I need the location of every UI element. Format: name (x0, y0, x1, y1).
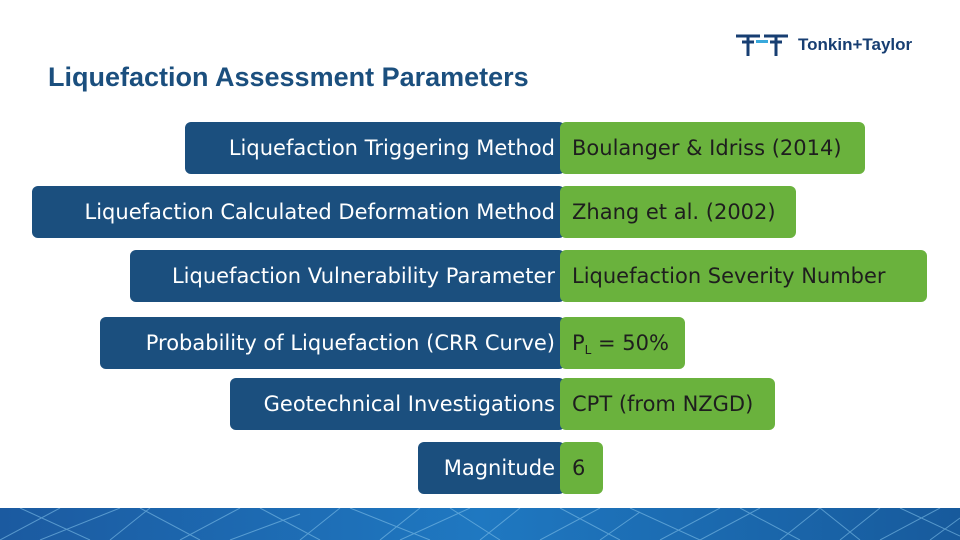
parameter-label: Geotechnical Investigations (230, 378, 565, 430)
value-text: = 50% (591, 331, 669, 355)
parameter-value: Liquefaction Severity Number (560, 250, 927, 302)
tt-logo-icon (734, 32, 790, 58)
parameter-value: CPT (from NZGD) (560, 378, 775, 430)
footer-pattern (0, 508, 960, 540)
parameter-value: Boulanger & Idriss (2014) (560, 122, 865, 174)
parameter-row (0, 186, 960, 238)
parameter-row (0, 378, 960, 430)
parameter-row (0, 250, 960, 302)
parameter-label: Magnitude (418, 442, 565, 494)
parameter-value (560, 317, 685, 369)
value-subscript: L (584, 343, 592, 357)
company-logo (734, 30, 912, 60)
parameter-value: Zhang et al. (2002) (560, 186, 796, 238)
parameter-label: Probability of Liquefaction (CRR Curve) (100, 317, 565, 369)
parameter-row (0, 442, 960, 494)
parameter-label: Liquefaction Vulnerability Parameter (130, 250, 565, 302)
page-title: Liquefaction Assessment Parameters (48, 62, 529, 92)
parameter-label: Liquefaction Calculated Deformation Method (32, 186, 565, 238)
footer-banner (0, 508, 960, 540)
parameter-value: 6 (560, 442, 603, 494)
logo-text: Tonkin+Taylor (798, 35, 913, 54)
value-prefix: P (572, 331, 585, 355)
parameter-row (0, 122, 960, 174)
parameter-row (0, 317, 960, 369)
parameter-label: Liquefaction Triggering Method (185, 122, 565, 174)
